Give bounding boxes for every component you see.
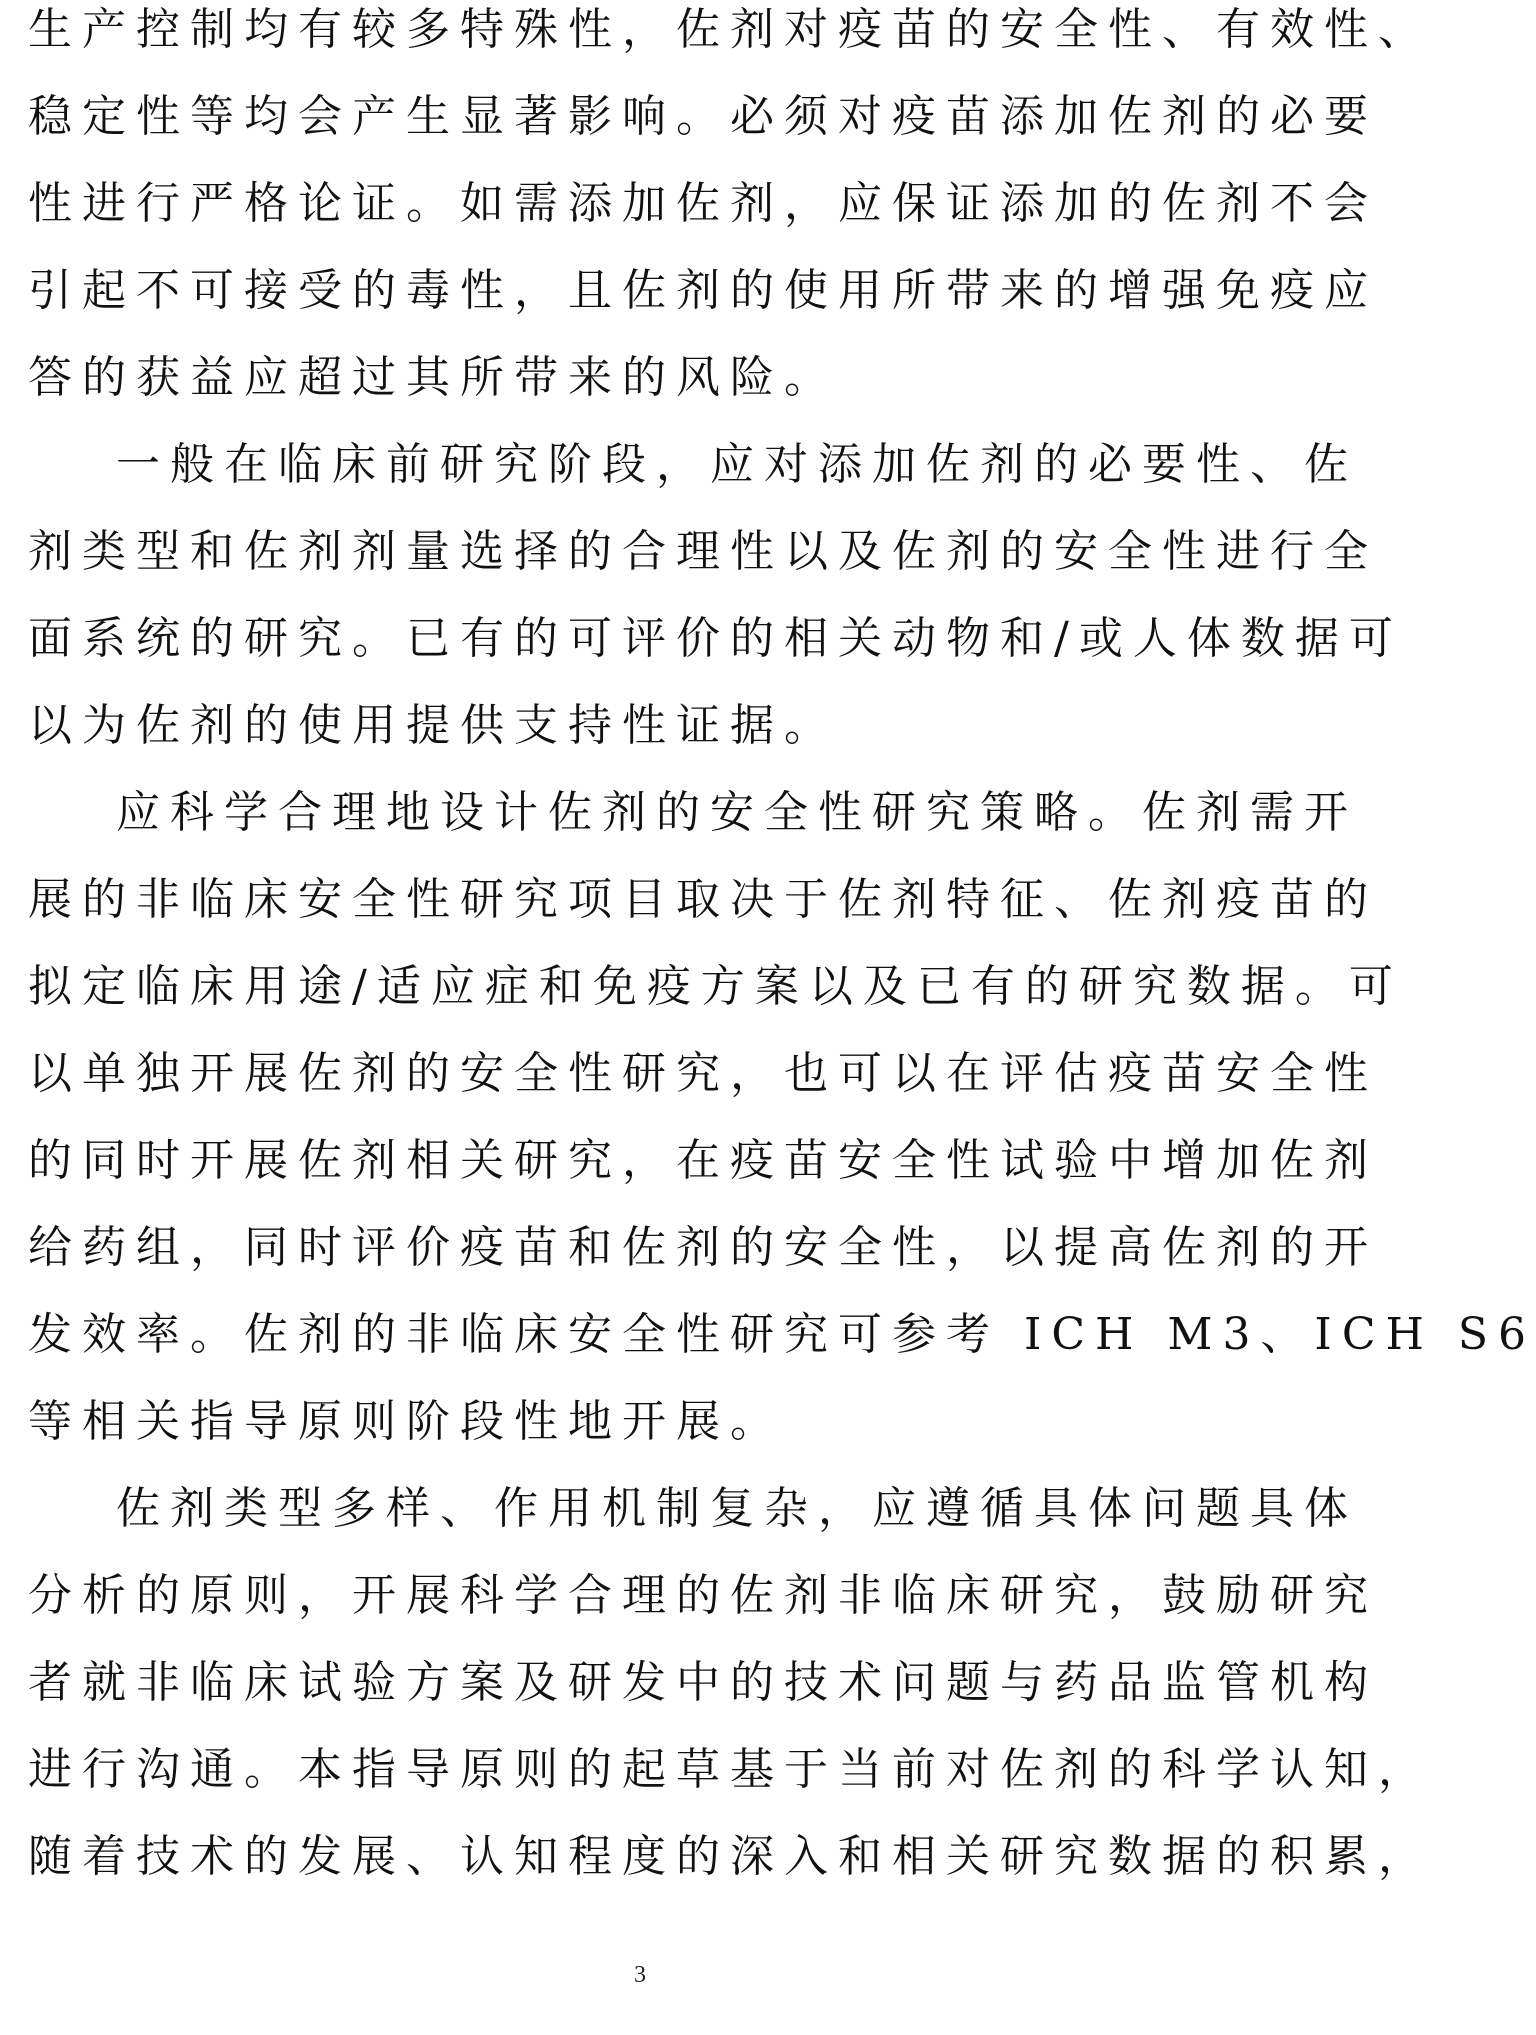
- text-line: 进行沟通。本指导原则的起草基于当前对佐剂的科学认知，: [28, 1744, 1432, 1795]
- text-line: 以单独开展佐剂的安全性研究，也可以在评估疫苗安全性: [28, 1048, 1378, 1099]
- text-line: 一般在临床前研究阶段，应对添加佐剂的必要性、佐: [116, 439, 1358, 490]
- text-line: 面系统的研究。已有的可评价的相关动物和/或人体数据可: [28, 613, 1403, 664]
- page-number: 3: [634, 1962, 646, 1988]
- text-line: 稳定性等均会产生显著影响。必须对疫苗添加佐剂的必要: [28, 91, 1378, 142]
- text-line: 分析的原则，开展科学合理的佐剂非临床研究，鼓励研究: [28, 1570, 1378, 1621]
- text-line: 展的非临床安全性研究项目取决于佐剂特征、佐剂疫苗的: [28, 874, 1378, 925]
- text-line: 等相关指导原则阶段性地开展。: [28, 1396, 784, 1447]
- text-line: 佐剂类型多样、作用机制复杂，应遵循具体问题具体: [116, 1483, 1358, 1534]
- text-line: 性进行严格论证。如需添加佐剂，应保证添加的佐剂不会: [28, 178, 1378, 229]
- text-line: 随着技术的发展、认知程度的深入和相关研究数据的积累，: [28, 1831, 1432, 1882]
- text-line: 拟定临床用途/适应症和免疫方案以及已有的研究数据。可: [28, 961, 1403, 1012]
- text-line: 剂类型和佐剂剂量选择的合理性以及佐剂的安全性进行全: [28, 526, 1378, 577]
- text-line: 以为佐剂的使用提供支持性证据。: [28, 700, 838, 751]
- text-line: 给药组，同时评价疫苗和佐剂的安全性，以提高佐剂的开: [28, 1222, 1378, 1273]
- text-line: 应科学合理地设计佐剂的安全性研究策略。佐剂需开: [116, 787, 1358, 838]
- text-line: 引起不可接受的毒性，且佐剂的使用所带来的增强免疫应: [28, 265, 1378, 316]
- text-line: 者就非临床试验方案及研发中的技术问题与药品监管机构: [28, 1657, 1378, 1708]
- text-line: 生产控制均有较多特殊性，佐剂对疫苗的安全性、有效性、: [28, 4, 1432, 55]
- text-line: 的同时开展佐剂相关研究，在疫苗安全性试验中增加佐剂: [28, 1135, 1378, 1186]
- body-text: [28, 0, 1536, 1900]
- text-line: 答的获益应超过其所带来的风险。: [28, 352, 838, 403]
- text-line: 发效率。佐剂的非临床安全性研究可参考 ICH M3、ICH S6: [28, 1309, 1536, 1360]
